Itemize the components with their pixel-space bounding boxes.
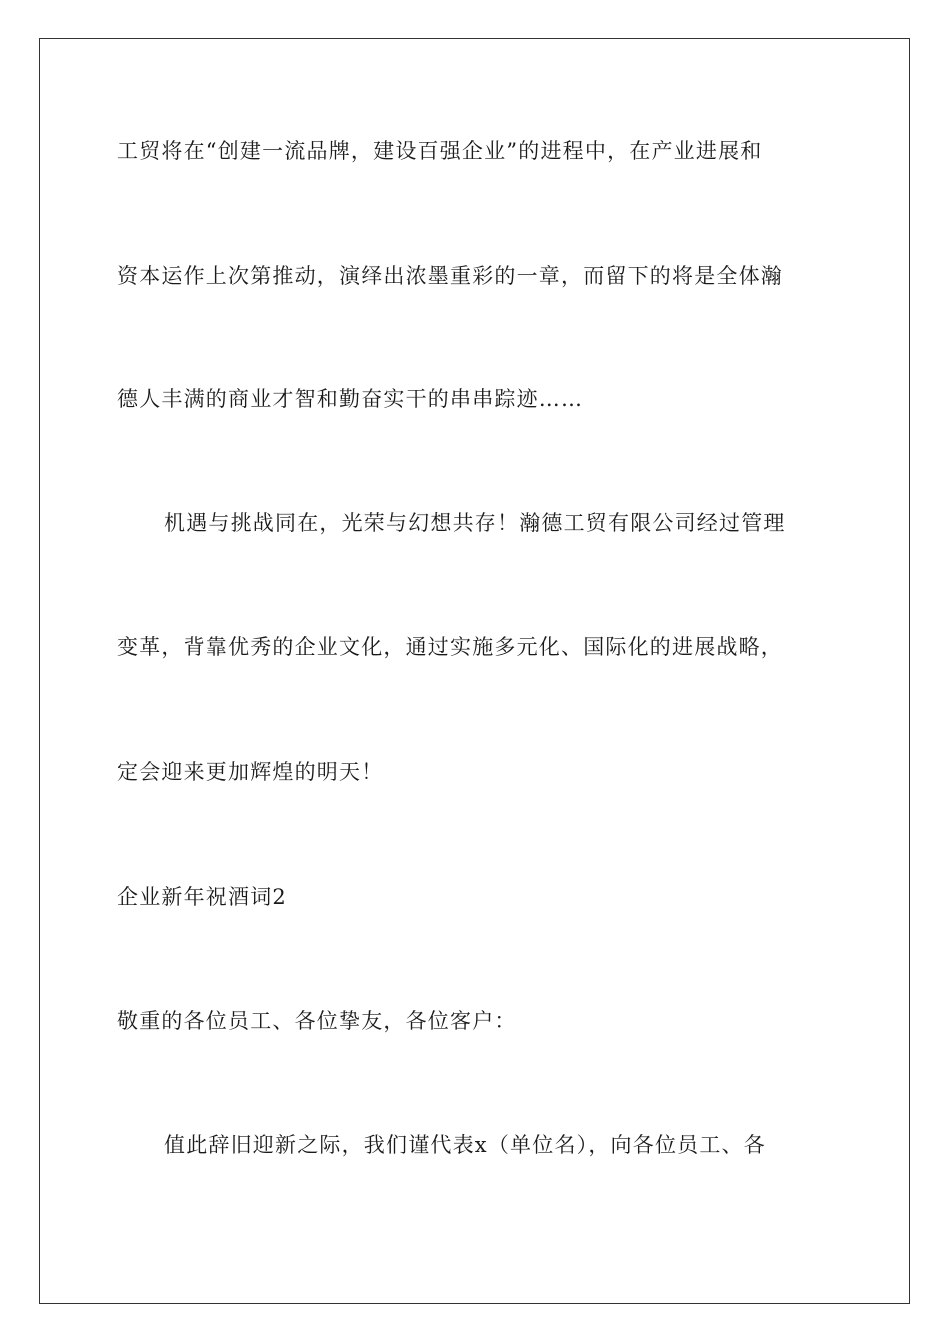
section-heading: 企业新年祝酒词2 — [117, 885, 287, 909]
body-text-line: 定会迎来更加辉煌的明天！ — [117, 760, 384, 784]
body-text-line: 变革，背靠优秀的企业文化，通过实施多元化、国际化的进展战略， — [117, 635, 783, 659]
body-text-line: 工贸将在“创建一流品牌，建设百强企业”的进程中，在产业进展和 — [117, 139, 763, 163]
body-text-line: 资本运作上次第推动，演绎出浓墨重彩的一章，而留下的将是全体瀚 — [117, 264, 783, 288]
salutation: 敬重的各位员工、各位挚友，各位客户： — [117, 1009, 517, 1033]
page-border — [39, 38, 910, 1304]
body-text-line: 机遇与挑战同在，光荣与幻想共存！瀚德工贸有限公司经过管理 — [164, 511, 786, 535]
body-text-line: 德人丰满的商业才智和勤奋实干的串串踪迹…… — [117, 387, 584, 411]
body-text-line: 值此辞旧迎新之际，我们谨代表x（单位名），向各位员工、各 — [164, 1133, 766, 1157]
